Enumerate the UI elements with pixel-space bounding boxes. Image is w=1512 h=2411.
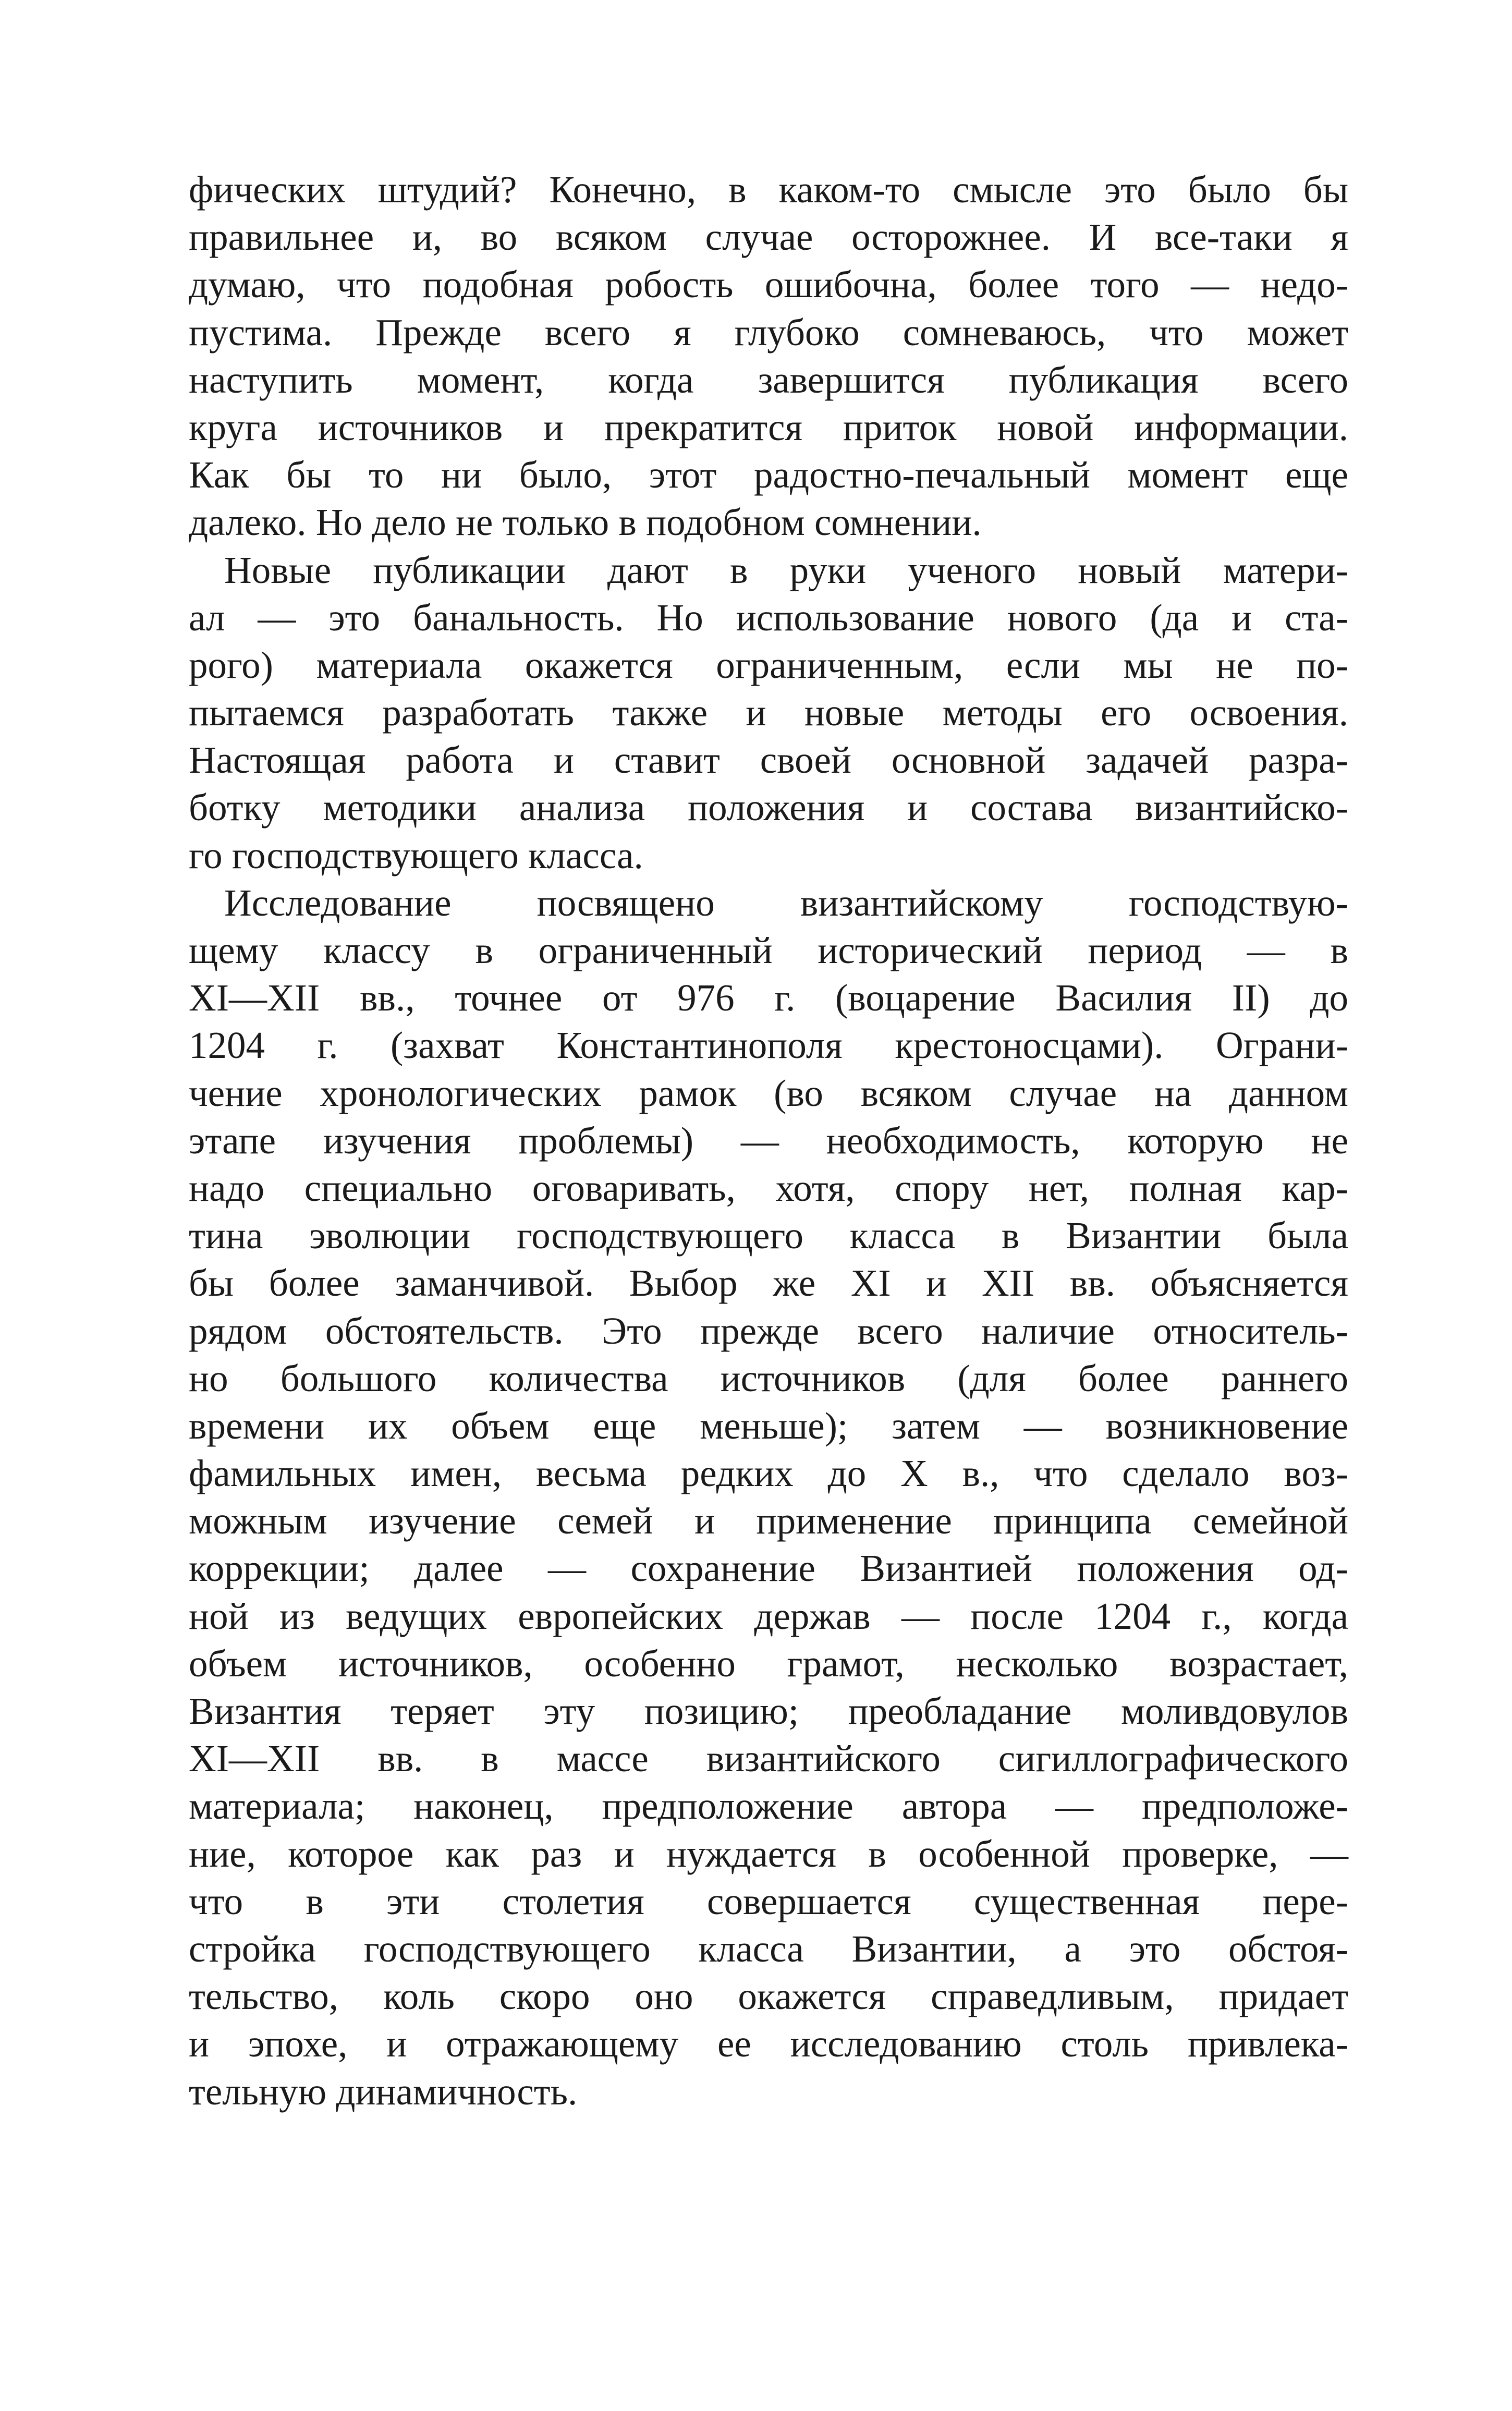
text-line: го господствующего класса. — [189, 834, 643, 876]
text-line: XI—XII вв., точнее от 976 г. (воцарение Василия II) до — [189, 977, 1348, 1019]
text-line: рого) материала окажется ограниченным, если мы не по- — [189, 643, 1348, 686]
text-line: надо специально оговаривать, хотя, спору нет, полная кар- — [189, 1166, 1348, 1209]
text-line: бы более заманчивой. Выбор же XI и XII вв. объясняется — [189, 1262, 1348, 1305]
text-line: чение хронологических рамок (во всяком случае на данном — [189, 1071, 1348, 1114]
text-line: Как бы то ни было, этот радостно-печальный момент еще — [189, 454, 1348, 496]
text-line: объем источников, особенно грамот, несколько возрастает, — [189, 1642, 1348, 1685]
text-line: наступить момент, когда завершится публикация всего — [189, 358, 1348, 401]
text-line: но большого количества источников (для более раннего — [189, 1357, 1348, 1399]
text-line: тельство, коль скоро оно окажется справедливым, придает — [189, 1975, 1348, 2018]
text-line: круга источников и прекратится приток новой информации. — [189, 406, 1348, 448]
text-line: Настоящая работа и ставит своей основной задачей разра- — [189, 739, 1348, 782]
text-line: 1204 г. (захват Константинополя крестоносцами). Ограни- — [189, 1024, 1348, 1067]
text-line: что в эти столетия совершается существенная пере- — [189, 1880, 1348, 1922]
text-line: ной из ведущих европейских держав — после 1204 г., когда — [189, 1594, 1348, 1637]
text-line: пустима. Прежде всего я глубоко сомневаюсь, что может — [189, 311, 1348, 354]
text-line: материала; наконец, предположение автора — предположе- — [189, 1785, 1348, 1828]
text-line: можным изучение семей и применение принципа семейной — [189, 1500, 1348, 1542]
text-line: правильнее и, во всяком случае осторожнее. И все-таки я — [189, 216, 1348, 259]
text-line: тельную динамичность. — [189, 2070, 578, 2113]
text-line: фических штудий? Конечно, в каком-то смысле это было бы — [189, 168, 1348, 211]
text-line: ние, которое как раз и нуждается в особенной проверке, — — [189, 1832, 1348, 1875]
text-line: Византия теряет эту позицию; преобладание моливдовулов — [189, 1690, 1348, 1732]
text-line: XI—XII вв. в массе византийского сигиллографического — [189, 1737, 1348, 1780]
text-line: пытаемся разработать также и новые методы его освоения. — [189, 691, 1348, 734]
text-line: и эпохе, и отражающему ее исследованию столь привлека- — [189, 2023, 1348, 2065]
text-line: далеко. Но дело не только в подобном сомнении. — [189, 501, 982, 544]
body-text — [189, 166, 1348, 2115]
text-line: ботку методики анализа положения и состава византийско- — [189, 786, 1348, 829]
text-line: времени их объем еще меньше); затем — возникновение — [189, 1404, 1348, 1447]
text-line: коррекции; далее — сохранение Византией положения од- — [189, 1547, 1348, 1590]
text-line: Исследование посвящено византийскому господствую- — [224, 881, 1348, 924]
text-line: думаю, что подобная робость ошибочна, более того — недо- — [189, 263, 1348, 306]
text-line: тина эволюции господствующего класса в Византии была — [189, 1214, 1348, 1257]
text-line: фамильных имен, весьма редких до X в., что сделало воз- — [189, 1452, 1348, 1495]
text-line: этапе изучения проблемы) — необходимость, которую не — [189, 1119, 1348, 1162]
text-line: рядом обстоятельств. Это прежде всего наличие относитель- — [189, 1309, 1348, 1352]
text-line: стройка господствующего класса Византии, а это обстоя- — [189, 1927, 1348, 1970]
text-line: щему классу в ограниченный исторический период — в — [189, 929, 1348, 971]
text-line: Новые публикации дают в руки ученого новый матери- — [224, 549, 1348, 591]
text-line: ал — это банальность. Но использование нового (да и ста- — [189, 596, 1348, 639]
